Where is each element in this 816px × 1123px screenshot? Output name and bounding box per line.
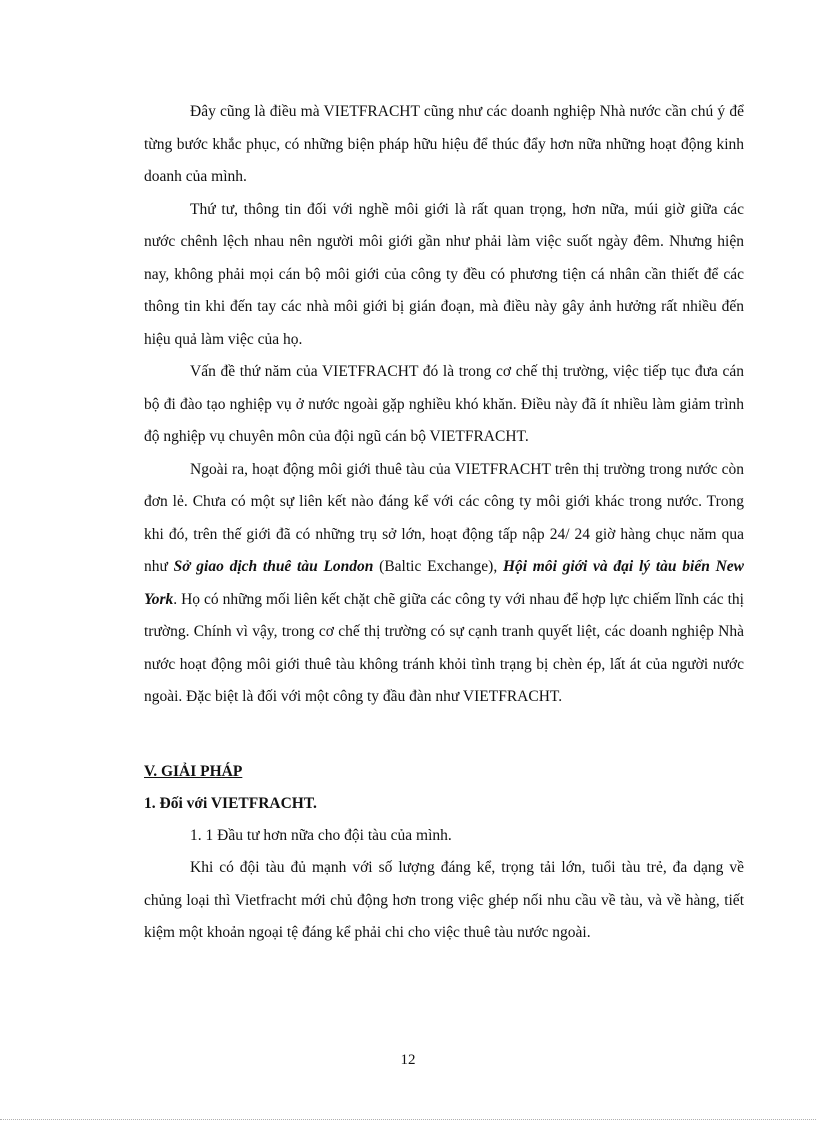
- subsubsection-heading: 1. 1 Đầu tư hơn nữa cho đội tàu của mình.: [190, 826, 452, 844]
- paragraph-4-text-a: Ngoài ra, hoạt động môi giới thuê tàu của VIETFRACHT trên thị trường trong nước còn đơn lẻ. Chưa có một sự liên kết nào đáng kể với các công ty môi giới khác trong nước. Trong khi đó, trên thế giới đã có những trụ sở lớn, hoạt động tấp nập 24/ 24 giờ hàng chục năm qua như: [144, 460, 744, 575]
- page-number: 12: [400, 1052, 416, 1068]
- footer-divider: [0, 1119, 816, 1120]
- subsection-heading: 1. Đối với VIETFRACHT.: [144, 794, 317, 812]
- london-exchange-name: Sở giao dịch thuê tàu London: [173, 558, 374, 575]
- paragraph-3: Vấn đề thứ năm của VIETFRACHT đó là trong cơ chế thị trường, việc tiếp tục đưa cán bộ đi đào tạo nghiệp vụ ở nước ngoài gặp nghiều khó khăn. Điều này đã ít nhiều làm giảm trình độ nghiệp vụ chuyên môn của đội ngũ cán bộ VIETFRACHT.: [144, 363, 744, 445]
- page-body: [144, 96, 744, 950]
- paragraph-4: [144, 454, 744, 714]
- paragraph-1: Đây cũng là điều mà VIETFRACHT cũng như các doanh nghiệp Nhà nước cần chú ý để từng bước khắc phục, có những biện pháp hữu hiệu để thúc đẩy hơn nữa những hoạt động kinh doanh của mình.: [144, 103, 744, 185]
- section-heading: V. GIẢI PHÁP: [144, 762, 243, 780]
- paragraph-4-text-c: . Họ có những mối liên kết chặt chẽ giữa các công ty với nhau để hợp lực chiếm lĩnh các thị trường. Chính vì vậy, trong cơ chế thị trường có sự cạnh tranh quyết liệt, các doanh nghiệp Nhà nước hoạt động môi giới thuê tàu không tránh khỏi tình trạng bị chèn ép, lất át của người nước ngoài. Đặc biệt là đối với một công ty đầu đàn như VIETFRACHT.: [144, 590, 744, 705]
- paragraph-2: Thứ tư, thông tin đối với nghề môi giới là rất quan trọng, hơn nữa, múi giờ giữa các nước chênh lệch nhau nên người môi giới gần như phải làm việc suốt ngày đêm. Nhưng hiện nay, không phải mọi cán bộ môi giới của công ty đều có phương tiện cá nhân cần thiết để các thông tin khi đến tay các nhà môi giới bị gián đoạn, mà điều này gây ảnh hưởng rất nhiều đến hiệu quả làm việc của họ.: [144, 200, 744, 348]
- paragraph-4-text-b: (Baltic Exchange),: [373, 558, 503, 575]
- new-york-association-name: Hội môi giới và đại lý tàu biển New York: [144, 558, 744, 608]
- paragraph-5: Khi có đội tàu đủ mạnh với số lượng đáng kể, trọng tải lớn, tuổi tàu trẻ, đa dạng về chủng loại thì Vietfracht mới chủ động hơn trong việc ghép nối nhu cầu về tàu, và về hàng, tiết kiệm một khoản ngoại tệ đáng kể phải chi cho việc thuê tàu nước ngoài.: [144, 859, 744, 941]
